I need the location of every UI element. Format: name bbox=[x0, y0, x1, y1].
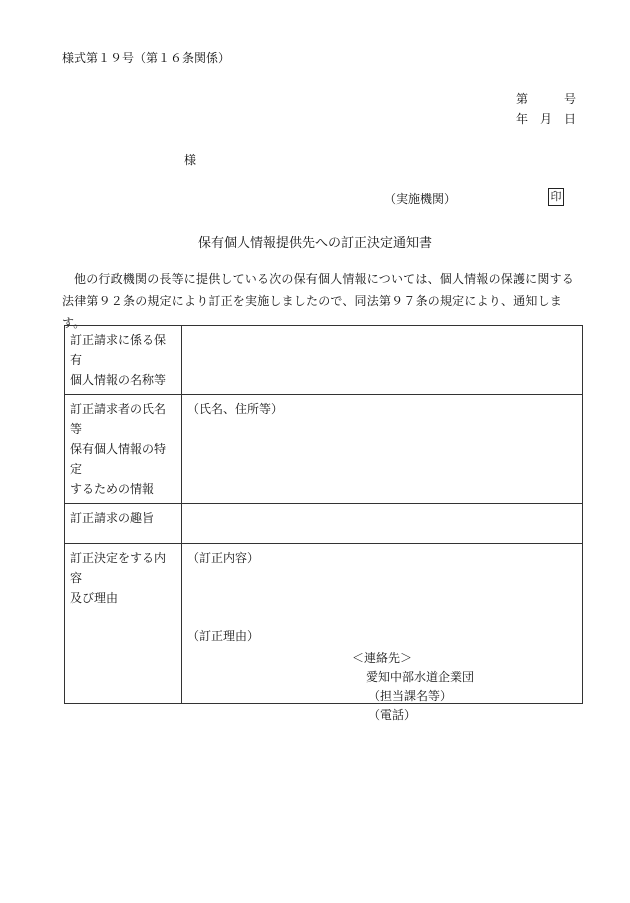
implementing-agency-label: （実施機関） bbox=[384, 192, 457, 206]
label-line: 訂正請求に係る保有 bbox=[70, 333, 167, 367]
table-row bbox=[65, 395, 583, 504]
label-line: 訂正決定をする内容 bbox=[70, 551, 167, 585]
recipient-honorific: 様 bbox=[184, 153, 197, 167]
requester-info-hint: （氏名、住所等） bbox=[187, 402, 284, 416]
seal-stamp-box: 印 bbox=[548, 188, 564, 206]
label-line: 個人情報の名称等 bbox=[70, 373, 167, 387]
label-line: 訂正請求者の氏名等 bbox=[70, 402, 167, 436]
notice-body-text: 他の行政機関の長等に提供している次の保有個人情報については、個人情報の保護に関する法律第９２条の規定により訂正を実施しましたので、同法第９７条の規定により、通知します。 bbox=[62, 272, 574, 330]
table-row bbox=[65, 326, 583, 395]
row-label-requester-info bbox=[65, 395, 182, 504]
value-request-purpose bbox=[182, 504, 583, 544]
correction-reason-hint: （訂正理由） bbox=[187, 629, 260, 643]
table-row bbox=[65, 544, 583, 704]
label-line: するための情報 bbox=[70, 482, 155, 496]
table-row bbox=[65, 504, 583, 544]
label-line: 及び理由 bbox=[70, 591, 119, 605]
contact-phone: （電話） bbox=[368, 708, 417, 722]
form-number: 様式第１９号（第１６条関係） bbox=[62, 51, 231, 65]
row-label-decision-content bbox=[65, 544, 182, 704]
row-label-request-purpose: 訂正請求の趣旨 bbox=[65, 504, 182, 544]
contact-block bbox=[352, 649, 474, 725]
correction-content-hint: （訂正内容） bbox=[187, 551, 260, 565]
contact-heading: ＜連絡先＞ bbox=[352, 651, 413, 665]
contact-department: （担当課名等） bbox=[368, 689, 453, 703]
label-line: 保有個人情報の特定 bbox=[70, 442, 167, 476]
row-label-record-name bbox=[65, 326, 182, 395]
contact-organization: 愛知中部水道企業団 bbox=[366, 670, 475, 684]
value-record-name bbox=[182, 326, 583, 395]
document-date: 年 月 日 bbox=[516, 112, 577, 126]
document-number: 第 号 bbox=[516, 92, 577, 106]
value-requester-info bbox=[182, 395, 583, 504]
document-title: 保有個人情報提供先への訂正決定通知書 bbox=[197, 236, 432, 251]
correction-info-table bbox=[64, 325, 583, 704]
